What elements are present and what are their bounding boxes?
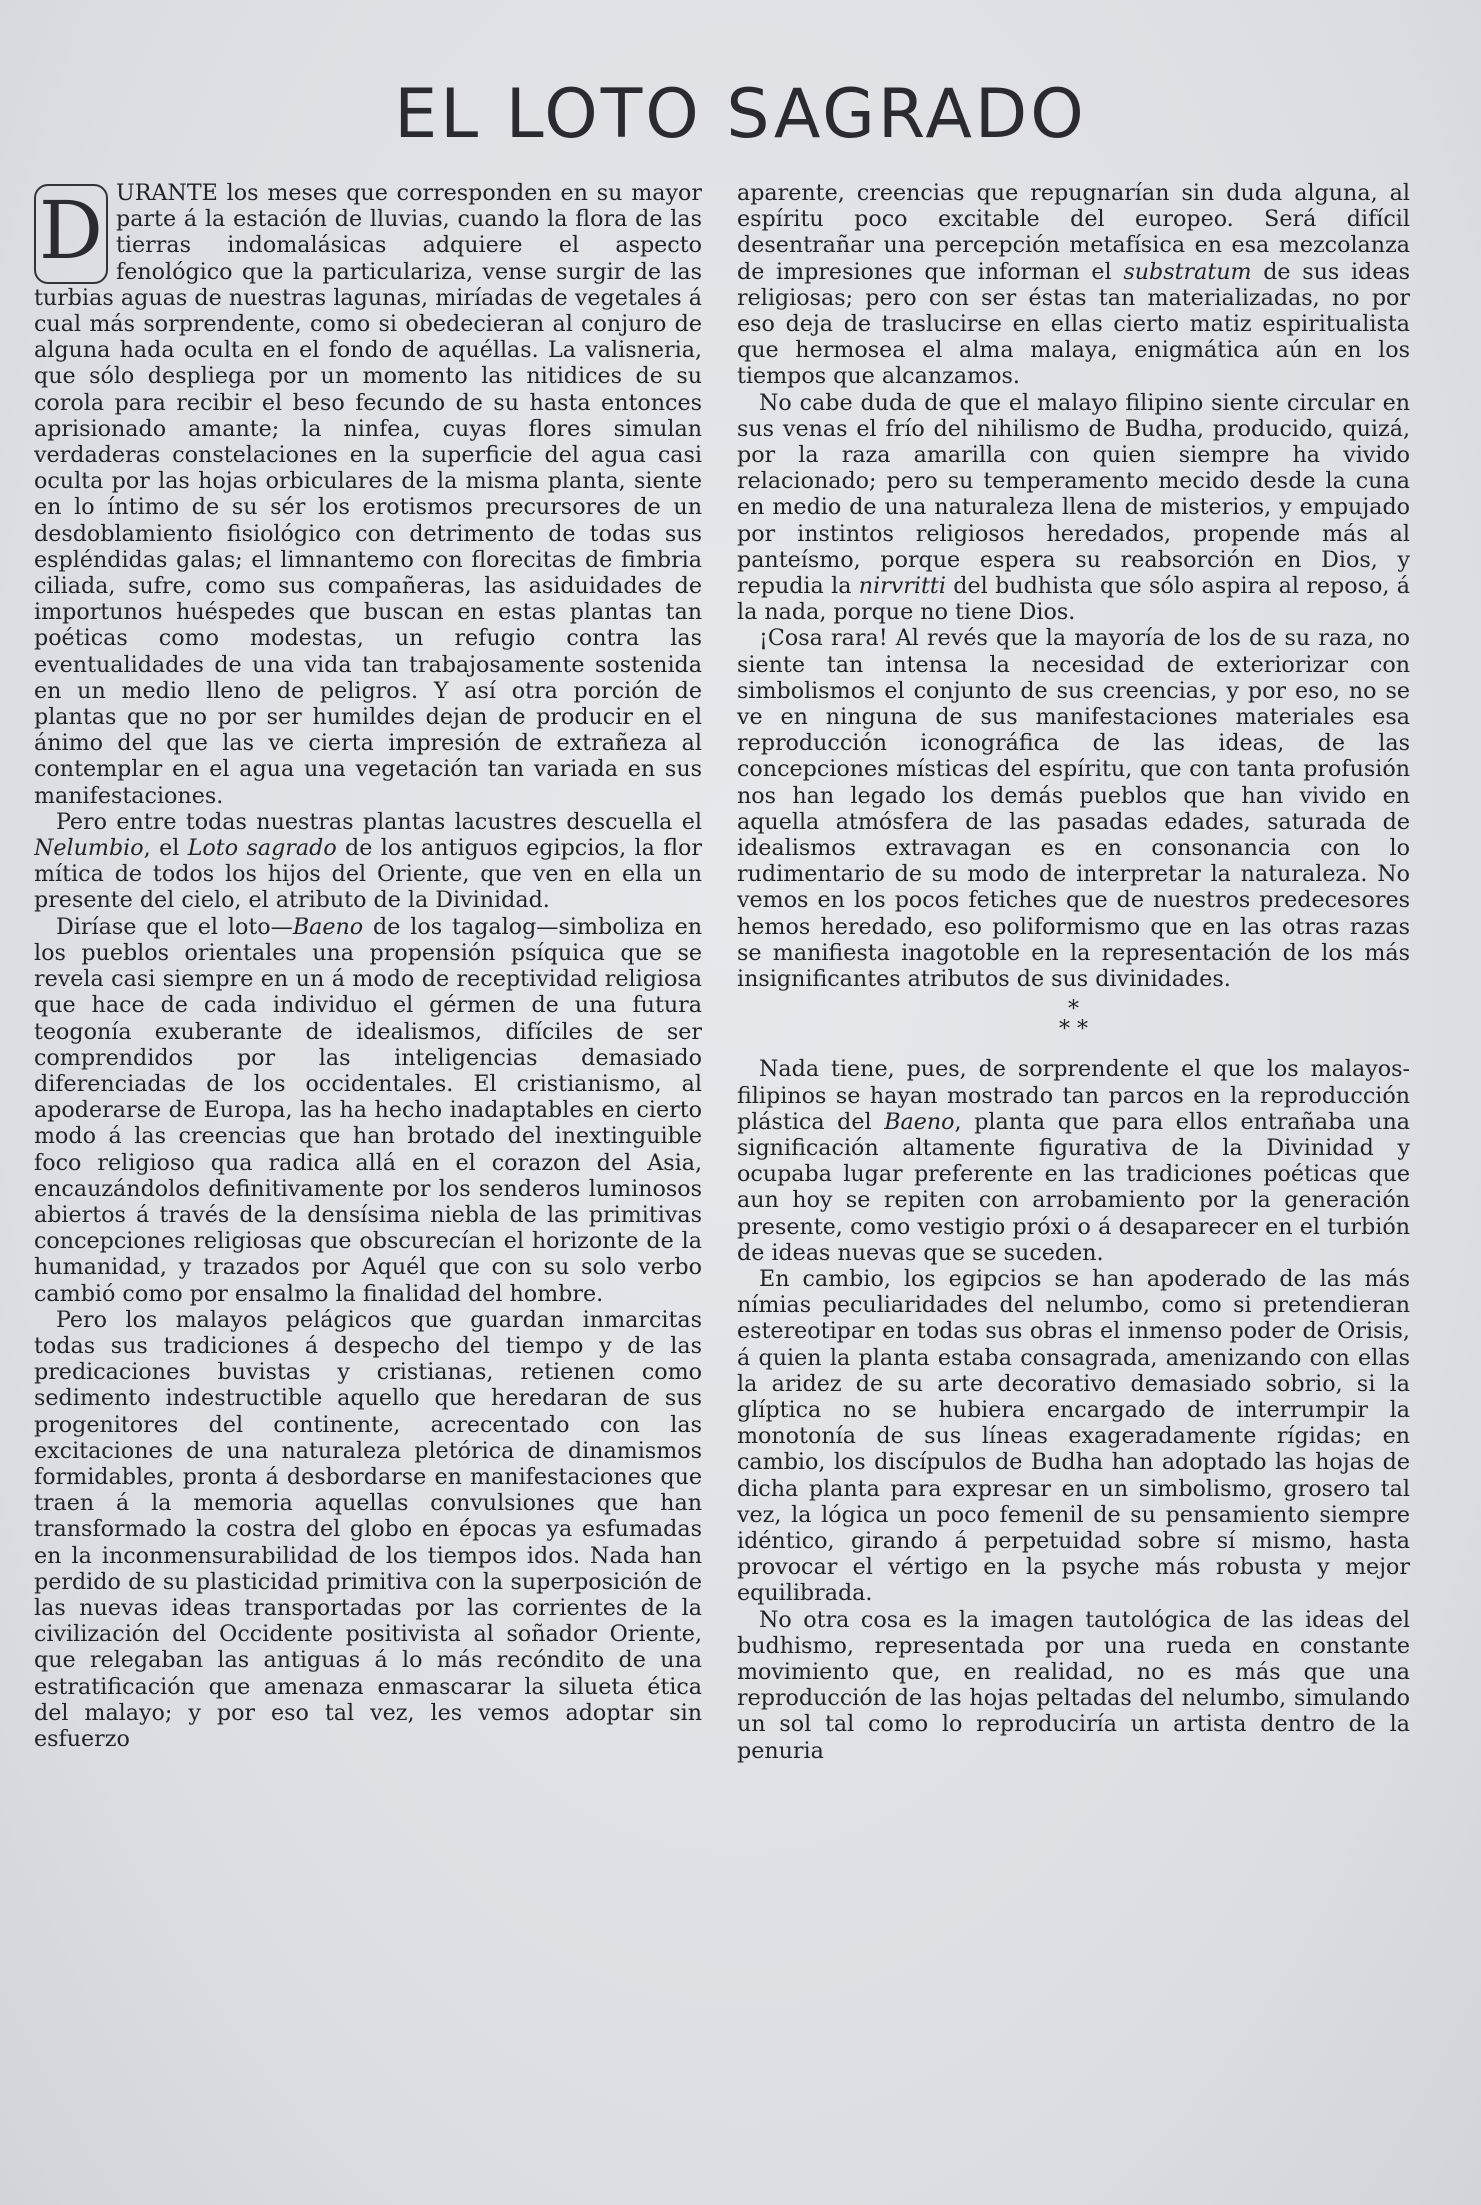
paragraph-6-italic: nirvritti bbox=[858, 573, 946, 600]
right-column bbox=[737, 180, 1410, 2175]
paragraph-6-text-a: No cabe duda de que el malayo filipino siente circular en sus venas el frío del nihilismo de Budha, producido, quizá, por la raza amarilla con quien siempre ha vivido relacionado; pero su temperamento mecido desde la cuna en medio de una naturaleza llena de misterios, y empujado por instintos religiosos heredados, propende más al panteísmo, porque espera su reabsorción en Dios, y repudia la bbox=[737, 389, 1410, 600]
paragraph-3-text-a: Diríase que el loto— bbox=[56, 913, 293, 940]
paragraph-3 bbox=[34, 914, 702, 1307]
paragraph-8-text-a: Nada tiene, pues, de sorprendente el que los malayos-filipinos se hayan mostrado tan parcos en la reproducción plástica del bbox=[737, 1056, 1410, 1135]
paragraph-5 bbox=[737, 180, 1410, 390]
asterism-separator bbox=[737, 997, 1410, 1043]
paragraph-5-italic: substratum bbox=[1123, 258, 1252, 285]
paragraph-5-text-b: de sus ideas religiosas; pero con ser éstas tan materializadas, no por eso deja de traslucirse en ellas cierto matiz espiritualista que hermosea el alma malaya, enigmática aún en los tiempos que alcanzamos. bbox=[737, 258, 1410, 390]
paragraph-3-italic: Baeno bbox=[292, 913, 364, 940]
asterism-top: * bbox=[1068, 997, 1079, 1023]
paragraph-6-text-b: del budhista que sólo aspira al reposo, á la nada, porque no tiene Dios. bbox=[737, 573, 1410, 626]
paragraph-4: Pero los malayos pelágicos que guardan inmarcitas todas sus tradiciones á despecho del tiempo y de las predicaciones buvistas y cristianas, retienen como sedimento indestructible aquello que heredaran de sus progenitores del continente, acrecentado con las excitaciones de una naturaleza pletórica de dinamismos formidables, pronta á desbordarse en manifestaciones que traen á la memoria aquellas convulsiones que han transformado la costra del globo en épocas ya esfumadas en la inconmensurabilidad de los tiempos idos. Nada han perdido de su plasticidad primitiva con la superposición de las nuevas ideas transportadas por las corrientes de la civilización del Occidente positivista al soñador Oriente, que relegaban las antiguas á lo más recóndito de una estratificación que amenaza enmascarar la silueta ética del malayo; y por eso tal vez, les vemos adoptar sin esfuerzo bbox=[34, 1306, 702, 1752]
paragraph-2-text-b: , el bbox=[143, 835, 188, 862]
paragraph-2-italic-a: Nelumbio bbox=[34, 835, 144, 862]
paragraph-8 bbox=[737, 1056, 1410, 1266]
paragraph-2 bbox=[34, 809, 702, 914]
paragraph-10: No otra cosa es la imagen tautológica de las ideas del budhismo, representada por una rueda en constante movimiento que, en realidad, no es más que una reproducción de las hojas peltadas del nelumbo, simulando un sol tal como lo reproduciría un artista dentro de la penuria bbox=[737, 1606, 1410, 1764]
paragraph-5-text-a: aparente, creencias que repugnarían sin duda alguna, al espíritu poco excitable del europeo. Será difícil desentrañar una percepción metafísica en esa mezcolanza de impresiones que informan el bbox=[737, 180, 1410, 285]
paragraph-9: En cambio, los egipcios se han apoderado de las más nímias peculiaridades del nelumbo, como si pretendieran estereotipar en todas sus obras el inmenso poder de Orisis, á quien la planta estaba consagrada, amenizando con ellas la aridez de su arte decorativo demasiado sobrio, si la glíptica no se hubiera encargado de interrumpir la monotonía de sus líneas exageradamente rígidas; en cambio, los discípulos de Budha han adoptado las hojas de dicha planta para expresar en un simbolismo, grosero tal vez, la lógica un poco femenil de su pensamiento siempre idéntico, girando á perpetuidad sobre sí mismo, hasta provocar el vértigo en la psyche más robusta y mejor equilibrada. bbox=[737, 1265, 1410, 1607]
paragraph-6 bbox=[737, 390, 1410, 626]
asterism-bottom: * * bbox=[1059, 1017, 1088, 1043]
paragraph-2-text-a: Pero entre todas nuestras plantas lacustres descuella el bbox=[56, 808, 702, 835]
left-column bbox=[34, 180, 702, 2175]
paragraph-7: ¡Cosa rara! Al revés que la mayoría de los de su raza, no siente tan intensa la necesidad de exteriorizar con simbolismos el conjunto de sus creencias, y por eso, no se ve en ninguna de sus manifestaciones materiales esa reproducción iconográfica de las ideas, de las concepciones místicas del espíritu, que con tanta profusión nos han legado los demás pueblos que han vivido en aquella atmósfera de las pasadas edades, saturada de idealismos extravagan es en consonancia con lo rudimentario de su modo de interpretar la naturaleza. No vemos en los pocos fetiches que de nuestros predecesores hemos heredado, eso poliformismo que en las otras razas se manifiesta inagotoble en la representación de los más insignificantes atributos de sus divinidades. bbox=[737, 625, 1410, 993]
article-title: EL LOTO SAGRADO bbox=[394, 75, 1087, 154]
paragraph-2-italic-b: Loto sagrado bbox=[187, 835, 337, 862]
paragraph-3-text-b: de los tagalog—simboliza en los pueblos orientales una propensión psíquica que se revela casi siempre en un á modo de receptividad religiosa que hace de cada individuo el gérmen de una futura teogonía exuberante de idealismos, difíciles de ser comprendidos por las inteligencias demasiado diferenciadas de los occidentales. El cristianismo, al apoderarse de Europa, las ha hecho inadaptables en cierto modo á las creencias que han brotado del inextinguible foco religioso qua radica allá en el corazon del Asia, encauzándolos definitivamente por los senderos luminosos abiertos á través de la densísima niebla de las primitivas concepciones religiosas que obscurecían el horizonte de la humanidad, y trazados por Aquél que con su solo verbo cambió como por ensalmo la finalidad del hombre. bbox=[34, 913, 702, 1307]
paragraph-1 bbox=[34, 180, 702, 809]
paragraph-8-italic: Baeno bbox=[884, 1108, 955, 1135]
paragraph-2-text-c: de los antiguos egipcios, la flor mítica de todos los hijos del Oriente, que ven en ella un presente del cielo, el atributo de la Divinidad. bbox=[34, 835, 702, 914]
drop-cap-initial: D bbox=[34, 184, 108, 284]
paragraph-8-text-b: , planta que para ellos entrañaba una significación altamente figurativa de la Divinidad y ocupaba lugar preferente en las tradiciones poéticas que aun hoy se repiten con arrobamiento por la generación presente, como vestigio próxi o á desaparecer en el turbión de ideas nuevas que se suceden. bbox=[737, 1108, 1410, 1266]
paragraph-1-text: URANTE los meses que corresponden en su mayor parte á la estación de lluvias, cuando la flora de las tierras indomalásicas adquiere el aspecto fenológico que la particulariza, vense surgir de las turbias aguas de nuestras lagunas, miríadas de vegetales á cual más sorprendente, como si obedecieran al conjuro de alguna hada oculta en el fondo de aquéllas. La valisneria, que sólo despliega por un momento las nitidices de su corola para recibir el beso fecundo de su hasta entonces aprisionado amante; la ninfea, cuyas flores simulan verdaderas constelaciones en la superficie del agua casi oculta por las hojas orbiculares de la misma planta, siente en lo íntimo de su sér los erotismos precursores de un desdoblamiento fisiológico con detrimento de todas sus espléndidas galas; el limnantemo con florecitas de fimbria ciliada, sufre, como sus compañeras, las asiduidades de importunos huéspedes que buscan en estas plantas tan poéticas como modestas, un refugio contra las eventualidades de una vida tan trabajosamente sostenida en un medio lleno de peligros. Y así otra porción de plantas que no por ser humildes dejan de producir en el ánimo del que las ve cierta impresión de extrañeza al contemplar en el agua una vegetación tan variada en sus manifestaciones. bbox=[34, 180, 702, 809]
